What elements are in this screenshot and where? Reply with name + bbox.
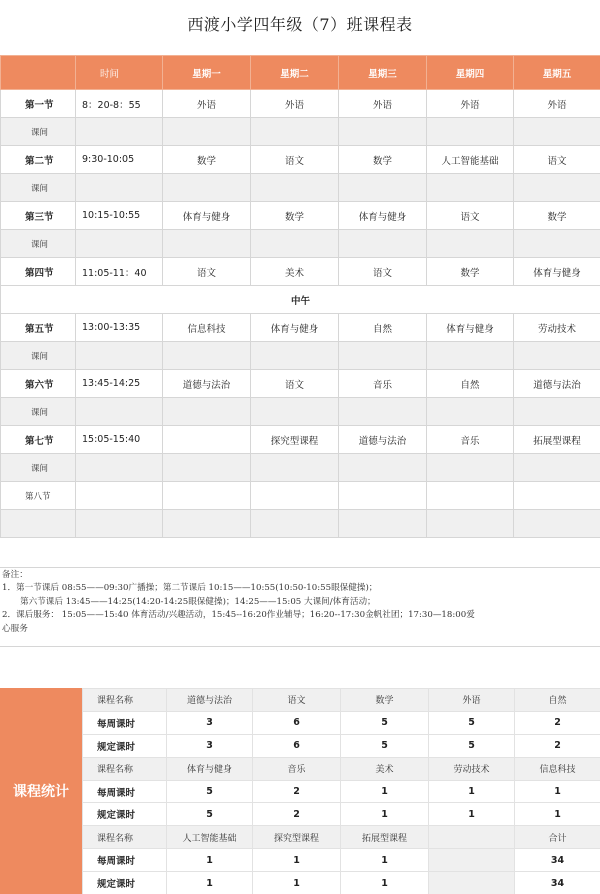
subject-cell: 体育与健身: [514, 258, 600, 286]
subject-cell: 道德与法治: [514, 370, 600, 398]
stats-cell: 拓展型课程: [341, 826, 429, 849]
empty-cell: [514, 482, 600, 510]
lesson-row: [1, 202, 600, 230]
lesson-row: [1, 146, 600, 174]
subject-cell: 拓展型课程: [514, 426, 600, 454]
empty-cell: [163, 174, 251, 202]
lesson-row: [1, 258, 600, 286]
stats-row-label: 课程名称: [83, 826, 167, 849]
stats-row-label: 每周课时: [83, 780, 167, 803]
stats-row-label: 每周课时: [83, 711, 167, 734]
stats-row-names: [83, 757, 600, 780]
stats-cell: 2: [515, 711, 600, 734]
empty-cell: [76, 482, 163, 510]
stats-table: [82, 688, 600, 894]
empty-cell: [251, 398, 339, 426]
stats-cell: 5: [341, 734, 429, 757]
break-row: [1, 342, 600, 370]
stats-cell: 34: [515, 849, 600, 872]
period-time: 15:05-15:40: [76, 426, 163, 454]
subject-cell: 外语: [514, 90, 600, 118]
empty-cell: [76, 174, 163, 202]
stats-cell: [429, 872, 515, 894]
empty-cell: [514, 342, 600, 370]
notes-line: 心服务: [2, 623, 28, 634]
stats-row-label: 课程名称: [83, 757, 167, 780]
subject-cell: 音乐: [339, 370, 427, 398]
stats-cell: 5: [429, 734, 515, 757]
period-time: 9:30-10:05: [76, 146, 163, 174]
period-time: 11:05-11：40: [76, 258, 163, 286]
empty-cell: [339, 482, 427, 510]
header-day-fri: 星期五: [514, 56, 600, 90]
subject-cell: 语文: [251, 370, 339, 398]
stats-row-required: [83, 803, 600, 826]
stats-cell: 5: [429, 711, 515, 734]
empty-cell: [427, 230, 514, 258]
empty-cell: [1, 510, 76, 538]
stats-cell: 1: [253, 849, 341, 872]
empty-cell: [76, 398, 163, 426]
header-day-mon: 星期一: [163, 56, 251, 90]
stats-cell: 6: [253, 734, 341, 757]
subject-cell: 数学: [514, 202, 600, 230]
subject-cell: 体育与健身: [163, 202, 251, 230]
stats-cell: 外语: [429, 689, 515, 712]
break-row: [1, 230, 600, 258]
noon-label: 中午: [1, 286, 600, 314]
stats-cell: 1: [341, 849, 429, 872]
empty-cell: [251, 174, 339, 202]
subject-cell: 语文: [339, 258, 427, 286]
empty-cell: [339, 230, 427, 258]
period-label: 第五节: [1, 314, 76, 342]
stats-cell: 2: [253, 780, 341, 803]
empty-cell: [427, 398, 514, 426]
empty-cell: [514, 510, 600, 538]
header-time: 时间: [76, 56, 163, 90]
header-day-wed: 星期三: [339, 56, 427, 90]
period-label: 第一节: [1, 90, 76, 118]
stats-row-names: [83, 826, 600, 849]
empty-cell: [251, 118, 339, 146]
subject-cell: 美术: [251, 258, 339, 286]
empty-row: [1, 510, 600, 538]
empty-cell: [427, 118, 514, 146]
empty-cell: [339, 174, 427, 202]
empty-cell: [251, 482, 339, 510]
notes-section: [0, 567, 600, 647]
notes-line: 第六节课后 13:45——14:25(14:20-14:25眼保健操)；14:25——15:05 大课间/体育活动；: [20, 596, 376, 607]
empty-cell: [339, 510, 427, 538]
stats-row-label: 每周课时: [83, 849, 167, 872]
period-time: 10:15-10:55: [76, 202, 163, 230]
empty-cell: [339, 454, 427, 482]
stats-row-label: 规定课时: [83, 734, 167, 757]
stats-cell: 音乐: [253, 757, 341, 780]
empty-cell: [427, 174, 514, 202]
stats-cell: 体育与健身: [167, 757, 253, 780]
lesson-row: [1, 314, 600, 342]
stats-cell: 1: [429, 780, 515, 803]
empty-cell: [163, 482, 251, 510]
subject-cell: 人工智能基础: [427, 146, 514, 174]
subject-cell: 自然: [339, 314, 427, 342]
noon-row: [1, 286, 600, 314]
period-time: 13:00-13:35: [76, 314, 163, 342]
subject-cell: 音乐: [427, 426, 514, 454]
subject-cell: 探究型课程: [251, 426, 339, 454]
stats-cell: 美术: [341, 757, 429, 780]
stats-row-label: 课程名称: [83, 689, 167, 712]
stats-cell: 2: [515, 734, 600, 757]
stats-cell: 道德与法治: [167, 689, 253, 712]
stats-cell: 1: [341, 803, 429, 826]
empty-cell: [76, 454, 163, 482]
subject-cell: 外语: [427, 90, 514, 118]
empty-cell: [251, 510, 339, 538]
empty-cell: [339, 118, 427, 146]
empty-cell: [163, 342, 251, 370]
period8-label: 第八节: [1, 482, 76, 510]
subject-cell: 数学: [251, 202, 339, 230]
stats-cell: 1: [515, 803, 600, 826]
subject-cell: 外语: [339, 90, 427, 118]
stats-cell: 1: [167, 872, 253, 894]
subject-cell: 自然: [427, 370, 514, 398]
break-label: 课间: [1, 398, 76, 426]
subject-cell: 语文: [163, 258, 251, 286]
stats-row-weekly: [83, 711, 600, 734]
stats-cell: 6: [253, 711, 341, 734]
stats-row-weekly: [83, 780, 600, 803]
subject-cell: 数学: [163, 146, 251, 174]
period-label: 第六节: [1, 370, 76, 398]
empty-cell: [514, 174, 600, 202]
notes-line: 2．课后服务： 15:05——15:40 体育活动/兴趣活动，15:45--16:20作业辅导；16:20--17:30金帆社团；17:30—18:00爱: [2, 610, 475, 621]
subject-cell: 数学: [427, 258, 514, 286]
header-period: [1, 56, 76, 90]
empty-cell: [514, 118, 600, 146]
subject-cell: 信息科技: [163, 314, 251, 342]
empty-cell: [514, 398, 600, 426]
stats-label: 课程统计: [0, 688, 82, 894]
stats-cell: [429, 849, 515, 872]
stats-cell: 1: [253, 872, 341, 894]
empty-cell: [163, 398, 251, 426]
period-label: 第三节: [1, 202, 76, 230]
stats-cell: 5: [341, 711, 429, 734]
stats-cell: 34: [515, 872, 600, 894]
stats-cell: 合计: [515, 826, 600, 849]
lesson-row: [1, 370, 600, 398]
break-row: [1, 118, 600, 146]
subject-cell: [163, 426, 251, 454]
lesson-row: [1, 90, 600, 118]
stats-cell: 1: [429, 803, 515, 826]
stats-row-label: 规定课时: [83, 872, 167, 894]
header-day-tue: 星期二: [251, 56, 339, 90]
empty-cell: [163, 118, 251, 146]
empty-cell: [427, 510, 514, 538]
stats-cell: 探究型课程: [253, 826, 341, 849]
break-label: 课间: [1, 342, 76, 370]
timetable-header-row: [1, 56, 600, 90]
break-label: 课间: [1, 174, 76, 202]
period-time: 8：20-8：55: [76, 90, 163, 118]
course-statistics: [0, 688, 600, 894]
stats-cell: 5: [167, 803, 253, 826]
empty-cell: [427, 342, 514, 370]
empty-cell: [427, 482, 514, 510]
stats-row-weekly: [83, 849, 600, 872]
subject-cell: 数学: [339, 146, 427, 174]
empty-cell: [76, 230, 163, 258]
lesson-row: [1, 426, 600, 454]
stats-cell: 5: [167, 780, 253, 803]
stats-cell: 劳动技术: [429, 757, 515, 780]
timetable: [0, 55, 600, 538]
break-label: 课间: [1, 454, 76, 482]
stats-cell: 3: [167, 711, 253, 734]
subject-cell: 劳动技术: [514, 314, 600, 342]
empty-cell: [76, 510, 163, 538]
stats-row-required: [83, 734, 600, 757]
empty-cell: [163, 510, 251, 538]
empty-cell: [514, 230, 600, 258]
period-label: 第七节: [1, 426, 76, 454]
subject-cell: 语文: [251, 146, 339, 174]
empty-cell: [251, 230, 339, 258]
subject-cell: 道德与法治: [339, 426, 427, 454]
period-label: 第二节: [1, 146, 76, 174]
stats-cell: 人工智能基础: [167, 826, 253, 849]
notes-line: 1．第一节课后 08:55——09:30广播操；第二节课后 10:15——10:55(10:50-10:55眼保健操)；: [2, 583, 378, 594]
empty-cell: [514, 454, 600, 482]
subject-cell: 外语: [251, 90, 339, 118]
stats-row-label: 规定课时: [83, 803, 167, 826]
empty-cell: [251, 454, 339, 482]
subject-cell: 体育与健身: [251, 314, 339, 342]
subject-cell: 道德与法治: [163, 370, 251, 398]
stats-cell: 3: [167, 734, 253, 757]
subject-cell: 外语: [163, 90, 251, 118]
break-row: [1, 398, 600, 426]
stats-cell: 信息科技: [515, 757, 600, 780]
stats-cell: 数学: [341, 689, 429, 712]
stats-cell: 1: [341, 872, 429, 894]
period8-row: [1, 482, 600, 510]
stats-cell: 1: [167, 849, 253, 872]
period-label: 第四节: [1, 258, 76, 286]
empty-cell: [76, 342, 163, 370]
stats-row-required: [83, 872, 600, 894]
stats-cell: 1: [341, 780, 429, 803]
stats-cell: 2: [253, 803, 341, 826]
period-time: 13:45-14:25: [76, 370, 163, 398]
break-label: 课间: [1, 118, 76, 146]
stats-cell: 自然: [515, 689, 600, 712]
empty-cell: [339, 398, 427, 426]
page-title: 西渡小学四年级（7）班课程表: [187, 15, 413, 34]
subject-cell: 体育与健身: [339, 202, 427, 230]
empty-cell: [163, 230, 251, 258]
empty-cell: [76, 118, 163, 146]
stats-cell: [429, 826, 515, 849]
empty-cell: [163, 454, 251, 482]
subject-cell: 语文: [514, 146, 600, 174]
notes-heading: 备注：: [2, 570, 28, 580]
empty-cell: [251, 342, 339, 370]
empty-cell: [339, 342, 427, 370]
subject-cell: 语文: [427, 202, 514, 230]
stats-cell: 语文: [253, 689, 341, 712]
break-label: 课间: [1, 230, 76, 258]
stats-cell: 1: [515, 780, 600, 803]
break-row: [1, 454, 600, 482]
stats-row-names: [83, 689, 600, 712]
header-day-thu: 星期四: [427, 56, 514, 90]
break-row: [1, 174, 600, 202]
subject-cell: 体育与健身: [427, 314, 514, 342]
empty-cell: [427, 454, 514, 482]
